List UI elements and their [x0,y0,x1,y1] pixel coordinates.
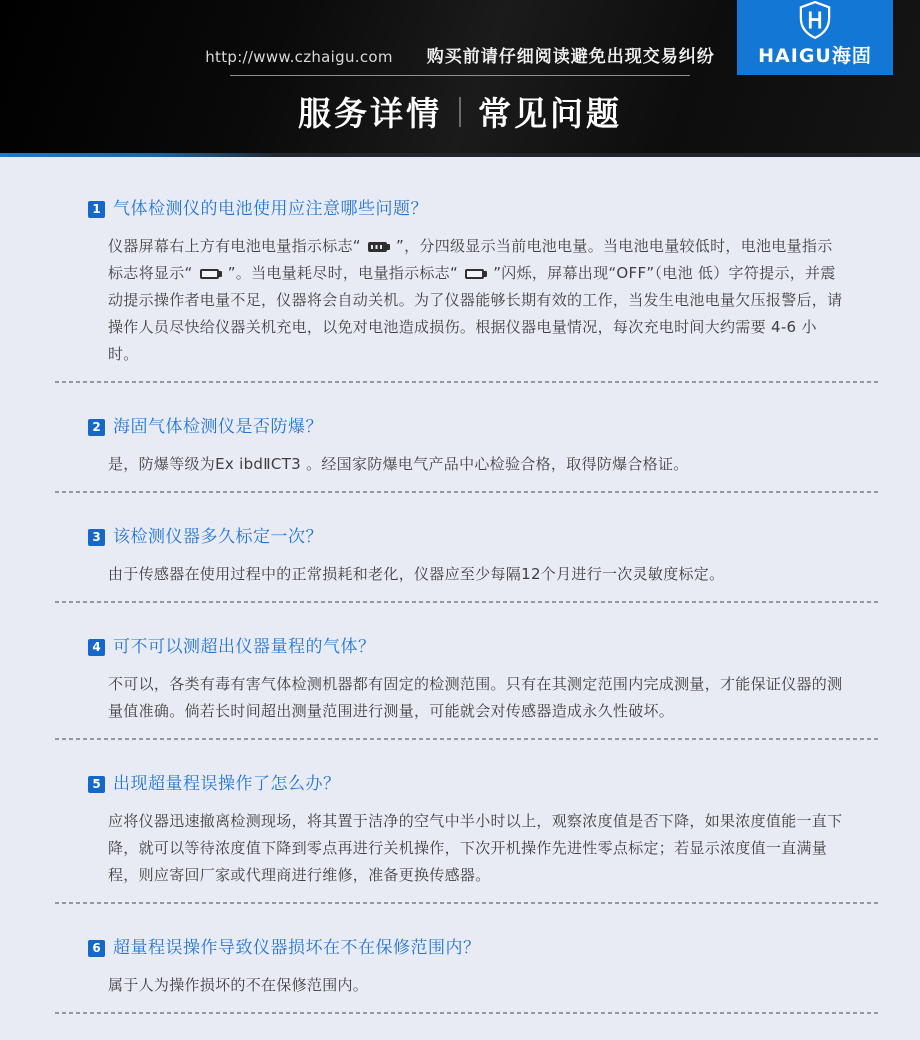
faq-item [0,936,920,999]
question-text: 出现超量程误操作了怎么办？ [113,774,341,794]
shield-icon [799,1,831,39]
question-text: 该检测仪器多久标定一次？ [113,527,323,547]
dashed-separator [55,902,880,904]
question-number-badge: 1 [88,201,105,218]
faq-item [0,772,920,889]
page-header [0,0,920,157]
faq-item [0,525,920,588]
brand-logo-text: HAIGU海固 [758,45,872,67]
question-number-badge: 4 [88,639,105,656]
question-text: 超量程误操作导致仪器损坏在不在保修范围内？ [113,938,481,958]
faq-question-row [88,197,845,221]
header-accent-bar [0,153,920,157]
answer-text: 应将仪器迅速撤离检测现场，将其置于洁净的空气中半小时以上，观察浓度值是否下降，如果浓度值能一直下降，就可以等待浓度值下降到零点再进行关机操作，下次开机操作先进性零点标定；若显示浓度值一直满量程，则应寄回厂家或代理商进行维修，准备更换传感器。 [108,812,843,884]
question-text: 气体检测仪的电池使用应注意哪些问题？ [113,199,428,219]
dashed-separator [55,738,880,740]
brand-logo [737,0,893,75]
question-number-badge: 5 [88,776,105,793]
answer-text: 由于传感器在使用过程中的正常损耗和老化，仪器应至少每隔12个月进行一次灵敏度标定。 [108,565,725,583]
faq-question-row [88,936,845,960]
faq-list [0,197,920,1014]
question-number-badge: 2 [88,419,105,436]
title-service-details: 服务详情 [298,94,442,133]
faq-item [0,197,920,368]
title-faq: 常见问题 [478,94,622,133]
question-number-badge: 3 [88,529,105,546]
faq-item [0,635,920,725]
site-url: http://www.czhaigu.com [205,48,393,66]
title-divider [459,97,461,127]
battery-empty-icon [200,269,219,279]
question-text: 可不可以测超出仪器量程的气体？ [113,637,376,657]
faq-question-row [88,635,845,659]
purchase-notice: 购买前请仔细阅读避免出现交易纠纷 [426,47,715,67]
battery-empty-icon [465,269,484,279]
dashed-separator [55,1012,880,1014]
answer-text: 属于人为操作损坏的不在保修范围内。 [108,976,369,994]
faq-item [0,415,920,478]
header-divider-line [230,75,690,76]
dashed-separator [55,381,880,383]
faq-question-row [88,415,845,439]
answer-text: 仪器屏幕右上方有电池电量指示标志“ ”，分四级显示当前电池电量。当电池电量较低时，电池电量指示标志将显示“ ”。当电量耗尽时，电量指示标志“ ”闪烁，屏幕出现“OFF”（电池 低）字符提示，并震动提示操作者电量不足，仪器将会自动关机。为了仪器能够长期有效的工作，当发生电池电量欠压报警后，请操作人员尽快给仪器关机充电，以免对电池造成损伤。根据仪器电量情况，每次充电时间大约需要 4-6 小时。 [108,237,843,363]
battery-full-icon [368,242,387,252]
question-number-badge: 6 [88,940,105,957]
answer-text: 不可以，各类有毒有害气体检测机器都有固定的检测范围。只有在其测定范围内完成测量，才能保证仪器的测量值准确。倘若长时间超出测量范围进行测量，可能就会对传感器造成永久性破坏。 [108,675,843,720]
question-text: 海固气体检测仪是否防爆？ [113,417,323,437]
dashed-separator [55,601,880,603]
dashed-separator [55,491,880,493]
section-title [0,88,920,135]
faq-question-row [88,772,845,796]
faq-section [0,157,920,1014]
faq-question-row [88,525,845,549]
answer-text: 是，防爆等级为Ex ibdⅡCT3 。经国家防爆电气产品中心检验合格，取得防爆合格证。 [108,455,689,473]
